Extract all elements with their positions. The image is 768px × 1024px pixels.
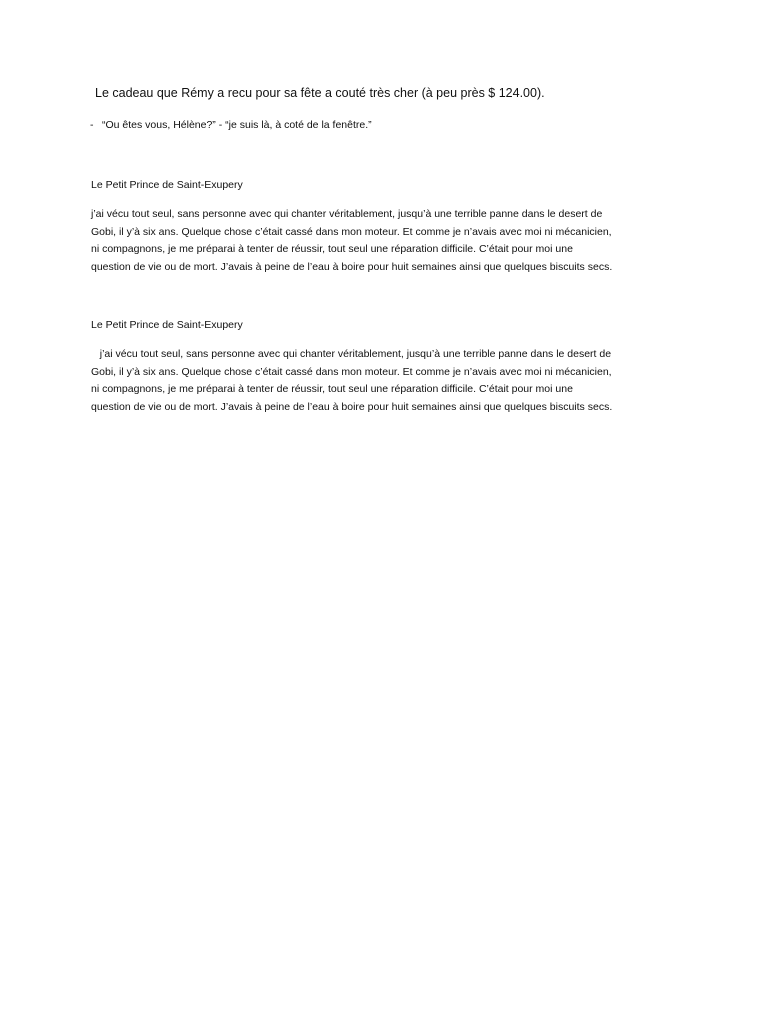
paragraph-line: Gobi, il y’à six ans. Quelque chose c’était cassé dans mon moteur. Et comme je n’avais avec moi ni mécanicien, — [91, 365, 612, 378]
paragraph-line: question de vie ou de mort. J’avais à peine de l’eau à boire pour huit semaines ainsi que quelques biscuits secs. — [91, 400, 613, 413]
dialogue-text: “Ou êtes vous, Hélène?” - “je suis là, à coté de la fenêtre.” — [102, 119, 372, 131]
paragraph-line: ni compagnons, je me préparai à tenter de réussir, tout seul une réparation difficile. C’était pour moi une — [91, 383, 573, 395]
paragraph-1 — [91, 206, 681, 276]
paragraph-line: j’ai vécu tout seul, sans personne avec qui chanter véritablement, jusqu’à une terrible panne dans le desert de — [91, 348, 612, 360]
paragraph-line: question de vie ou de mort. J’avais à peine de l’eau à boire pour huit semaines ainsi que quelques biscuits secs. — [91, 260, 613, 273]
list-dash: - — [90, 119, 94, 131]
title-line: Le cadeau que Rémy a recu pour sa fête a couté très cher (à peu près $ 124.00). — [95, 86, 545, 100]
paragraph-line: ni compagnons, je me préparai à tenter de réussir, tout seul une réparation difficile. C’était pour moi une — [91, 243, 573, 255]
section-heading-2: Le Petit Prince de Saint-Exupery — [91, 319, 243, 331]
paragraph-line: Gobi, il y’à six ans. Quelque chose c’était cassé dans mon moteur. Et comme je n’avais avec moi ni mécanicien, — [91, 225, 612, 238]
section-heading-1: Le Petit Prince de Saint-Exupery — [91, 179, 243, 191]
dialogue-line — [90, 119, 372, 131]
paragraph-2 — [91, 346, 681, 416]
paragraph-line: j’ai vécu tout seul, sans personne avec qui chanter véritablement, jusqu’à une terrible panne dans le desert de — [91, 208, 603, 220]
